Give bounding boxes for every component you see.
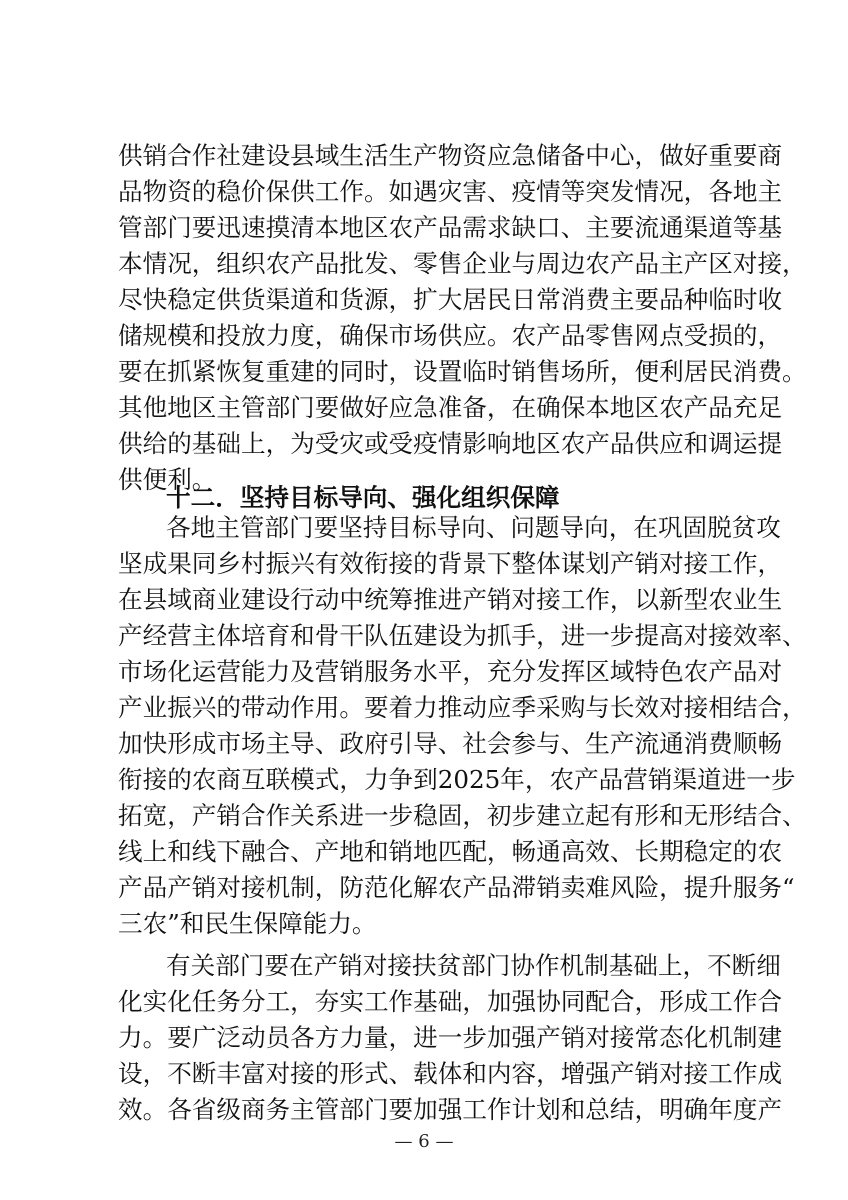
text-line: 各地主管部门要坚持目标导向、问题导向，在巩固脱贫攻 [166, 513, 781, 542]
text-line: 管部门要迅速摸清本地区农产品需求缺口、主要流通渠道等基 [118, 213, 783, 242]
text-line: 有关部门要在产销对接扶贫部门协作机制基础上，不断细 [166, 951, 781, 980]
text-line: 设，不断丰富对接的形式、载体和内容，增强产销对接工作成 [118, 1059, 783, 1088]
page-number: — 6 — [394, 1131, 454, 1152]
text-line: 产经营主体培育和骨干队伍建设为抓手，进一步提高对接效率、 [118, 621, 807, 650]
text-line: 三农”和民生保障能力。 [118, 909, 377, 938]
text-line: 储规模和投放力度，确保市场供应。农产品零售网点受损的， [118, 321, 783, 350]
text-line: 供便利。 [118, 465, 217, 494]
text-line: 衔接的农商互联模式，力争到2025年，农产品营销渠道进一步 [118, 765, 796, 794]
text-line: 产品产销对接机制，防范化解农产品滞销卖难风险，提升服务“ [118, 873, 795, 902]
text-line: 在县域商业建设行动中统筹推进产销对接工作，以新型农业生 [118, 585, 783, 614]
text-line: 要在抓紧恢复重建的同时，设置临时销售场所，便利居民消费。 [118, 357, 807, 386]
text-line: 其他地区主管部门要做好应急准备，在确保本地区农产品充足 [118, 393, 783, 422]
text-line: 供给的基础上，为受灾或受疫情影响地区农产品供应和调运提 [118, 429, 783, 458]
text-line: 品物资的稳价保供工作。如遇灾害、疫情等突发情况，各地主 [118, 177, 783, 206]
text-line: 力。要广泛动员各方力量，进一步加强产销对接常态化机制建 [118, 1023, 783, 1052]
text-line: 供销合作社建设县域生活生产物资应急储备中心，做好重要商 [118, 141, 783, 170]
text-line: 本情况，组织农产品批发、零售企业与周边农产品主产区对接， [118, 249, 807, 278]
text-line: 线上和线下融合、产地和销地匹配，畅通高效、长期稳定的农 [118, 837, 783, 866]
text-line: 效。各省级商务主管部门要加强工作计划和总结，明确年度产 [118, 1095, 783, 1124]
section-heading: 十二．坚持目标导向、强化组织保障 [166, 483, 560, 512]
text-line: 坚成果同乡村振兴有效衔接的背景下整体谋划产销对接工作， [118, 549, 783, 578]
text-line: 拓宽，产销合作关系进一步稳固，初步建立起有形和无形结合、 [118, 801, 807, 830]
text-line: 产业振兴的带动作用。要着力推动应季采购与长效对接相结合， [118, 693, 807, 722]
text-line: 化实化任务分工，夯实工作基础，加强协同配合，形成工作合 [118, 987, 783, 1016]
text-line: 加快形成市场主导、政府引导、社会参与、生产流通消费顺畅 [118, 729, 783, 758]
text-line: 尽快稳定供货渠道和货源，扩大居民日常消费主要品种临时收 [118, 285, 783, 314]
text-line: 市场化运营能力及营销服务水平，充分发挥区域特色农产品对 [118, 657, 783, 686]
